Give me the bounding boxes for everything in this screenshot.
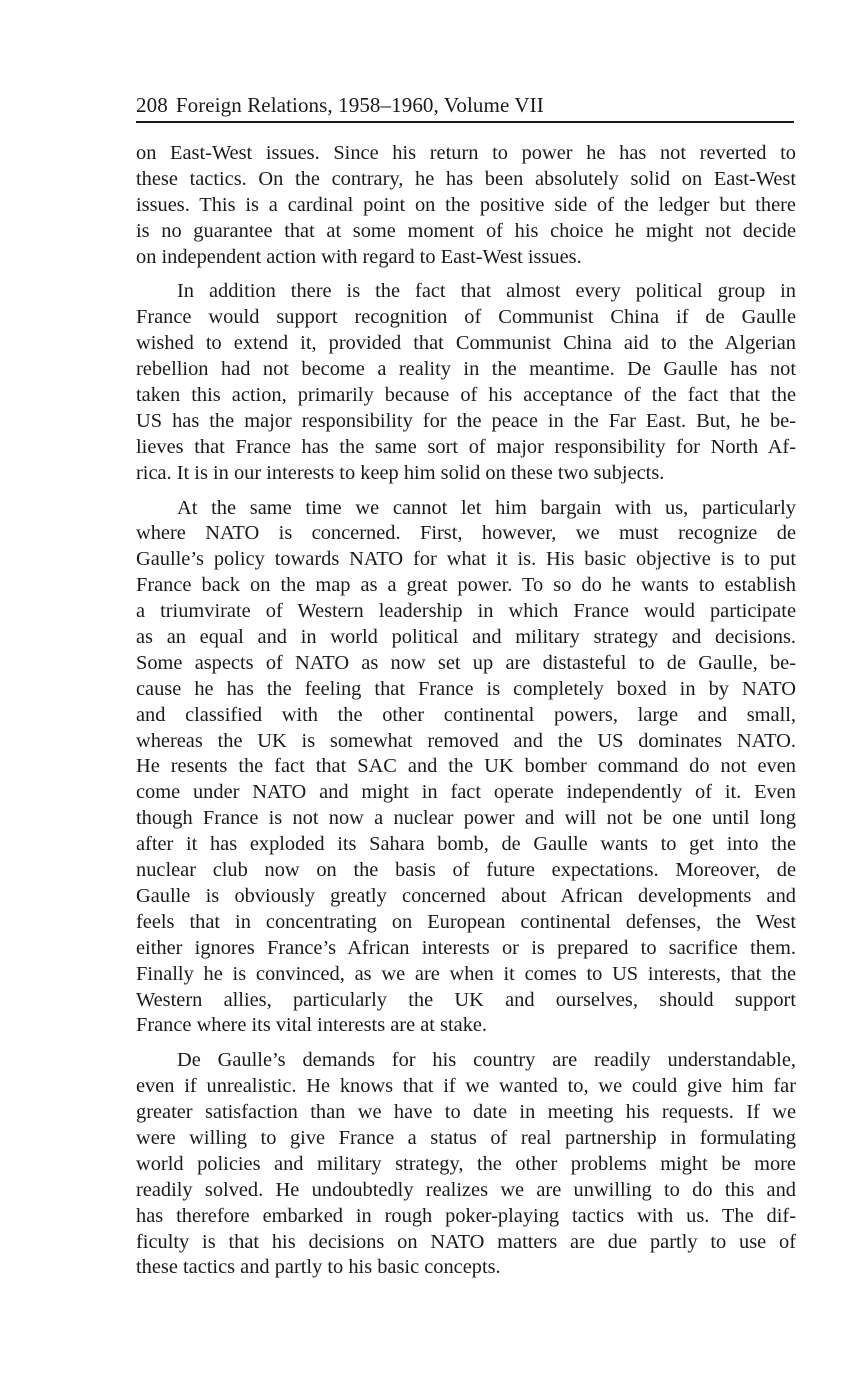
text-line: Gaulle’s policy towards NATO for what it is. His basic objective is to put xyxy=(136,548,796,571)
text-line: is no guarantee that at some moment of his choice he might not decide xyxy=(136,219,796,242)
paragraph-3 xyxy=(136,496,796,1040)
paragraph-1 xyxy=(136,141,796,270)
running-head xyxy=(136,92,796,118)
text-line: and classified with the other continental powers, large and small, xyxy=(136,703,796,726)
page-number: 208 xyxy=(136,93,168,117)
text-line: world policies and military strategy, the other problems might be more xyxy=(136,1152,796,1175)
text-line: feels that in concentrating on European continental defenses, the West xyxy=(136,910,796,933)
text-line: even if unrealistic. He knows that if we wanted to, we could give him far xyxy=(136,1075,796,1098)
text-line: after it has exploded its Sahara bomb, de Gaulle wants to get into the xyxy=(136,833,796,856)
text-line: were willing to give France a status of real partnership in formulating xyxy=(136,1126,796,1149)
text-line: lieves that France has the same sort of major responsibility for North Af- xyxy=(136,435,796,458)
header-rule xyxy=(136,121,794,123)
text-line: France back on the map as a great power. To so do he wants to establish xyxy=(136,574,796,597)
body-text xyxy=(136,141,796,1281)
text-line: issues. This is a cardinal point on the positive side of the ledger but there xyxy=(136,193,796,216)
text-line: whereas the UK is somewhat removed and the US dominates NATO. xyxy=(136,729,796,752)
text-line: on independent action with regard to East-West issues. xyxy=(136,245,582,268)
document-page xyxy=(136,92,796,1290)
text-line: greater satisfaction than we have to date in meeting his requests. If we xyxy=(136,1101,796,1124)
text-line: nuclear club now on the basis of future expectations. Moreover, de xyxy=(136,859,796,882)
text-line: a triumvirate of Western leadership in which France would participate xyxy=(136,600,796,623)
text-line: as an equal and in world political and military strategy and decisions. xyxy=(136,626,796,649)
volume-title: Foreign Relations, 1958–1960, Volume VII xyxy=(175,93,544,117)
text-line: Gaulle is obviously greatly concerned about African developments and xyxy=(136,884,796,907)
text-line: De Gaulle’s demands for his country are readily understandable, xyxy=(177,1049,796,1072)
text-line: France where its vital interests are at stake. xyxy=(136,1014,488,1037)
text-line: come under NATO and might in fact operate independently of it. Even xyxy=(136,781,796,804)
paragraph-2 xyxy=(136,279,796,486)
text-line: In addition there is the fact that almost every political group in xyxy=(177,280,796,303)
text-line: rica. It is in our interests to keep him solid on these two subjects. xyxy=(136,461,665,484)
text-line: wished to extend it, provided that Communist China aid to the Algerian xyxy=(136,332,796,355)
text-line: Some aspects of NATO as now set up are distasteful to de Gaulle, be- xyxy=(136,651,796,674)
text-line: where NATO is concerned. First, however, we must recognize de xyxy=(136,522,796,545)
text-line: France would support recognition of Communist China if de Gaulle xyxy=(136,306,796,329)
text-line: taken this action, primarily because of his acceptance of the fact that the xyxy=(136,384,796,407)
text-line: He resents the fact that SAC and the UK bomber command do not even xyxy=(136,755,796,778)
text-line: these tactics and partly to his basic concepts. xyxy=(136,1256,501,1279)
text-line: At the same time we cannot let him bargain with us, particularly xyxy=(177,496,796,519)
text-line: has therefore embarked in rough poker-playing tactics with us. The dif- xyxy=(136,1204,796,1227)
text-line: though France is not now a nuclear power and will not be one until long xyxy=(136,807,796,830)
text-line: US has the major responsibility for the peace in the Far East. But, he be- xyxy=(136,409,796,432)
text-line: cause he has the feeling that France is completely boxed in by NATO xyxy=(136,677,796,700)
text-line: either ignores France’s African interests or is prepared to sacrifice them. xyxy=(136,936,796,959)
text-line: these tactics. On the contrary, he has been absolutely solid on East-West xyxy=(136,167,796,190)
text-line: on East-West issues. Since his return to power he has not reverted to xyxy=(136,142,796,164)
text-line: readily solved. He undoubtedly realizes we are unwilling to do this and xyxy=(136,1178,796,1201)
paragraph-4 xyxy=(136,1048,796,1281)
text-line: rebellion had not become a reality in the meantime. De Gaulle has not xyxy=(136,358,796,381)
text-line: Western allies, particularly the UK and ourselves, should support xyxy=(136,988,796,1011)
text-line: Finally he is convinced, as we are when it comes to US interests, that the xyxy=(136,962,796,985)
text-line: ficulty is that his decisions on NATO matters are due partly to use of xyxy=(136,1230,796,1253)
